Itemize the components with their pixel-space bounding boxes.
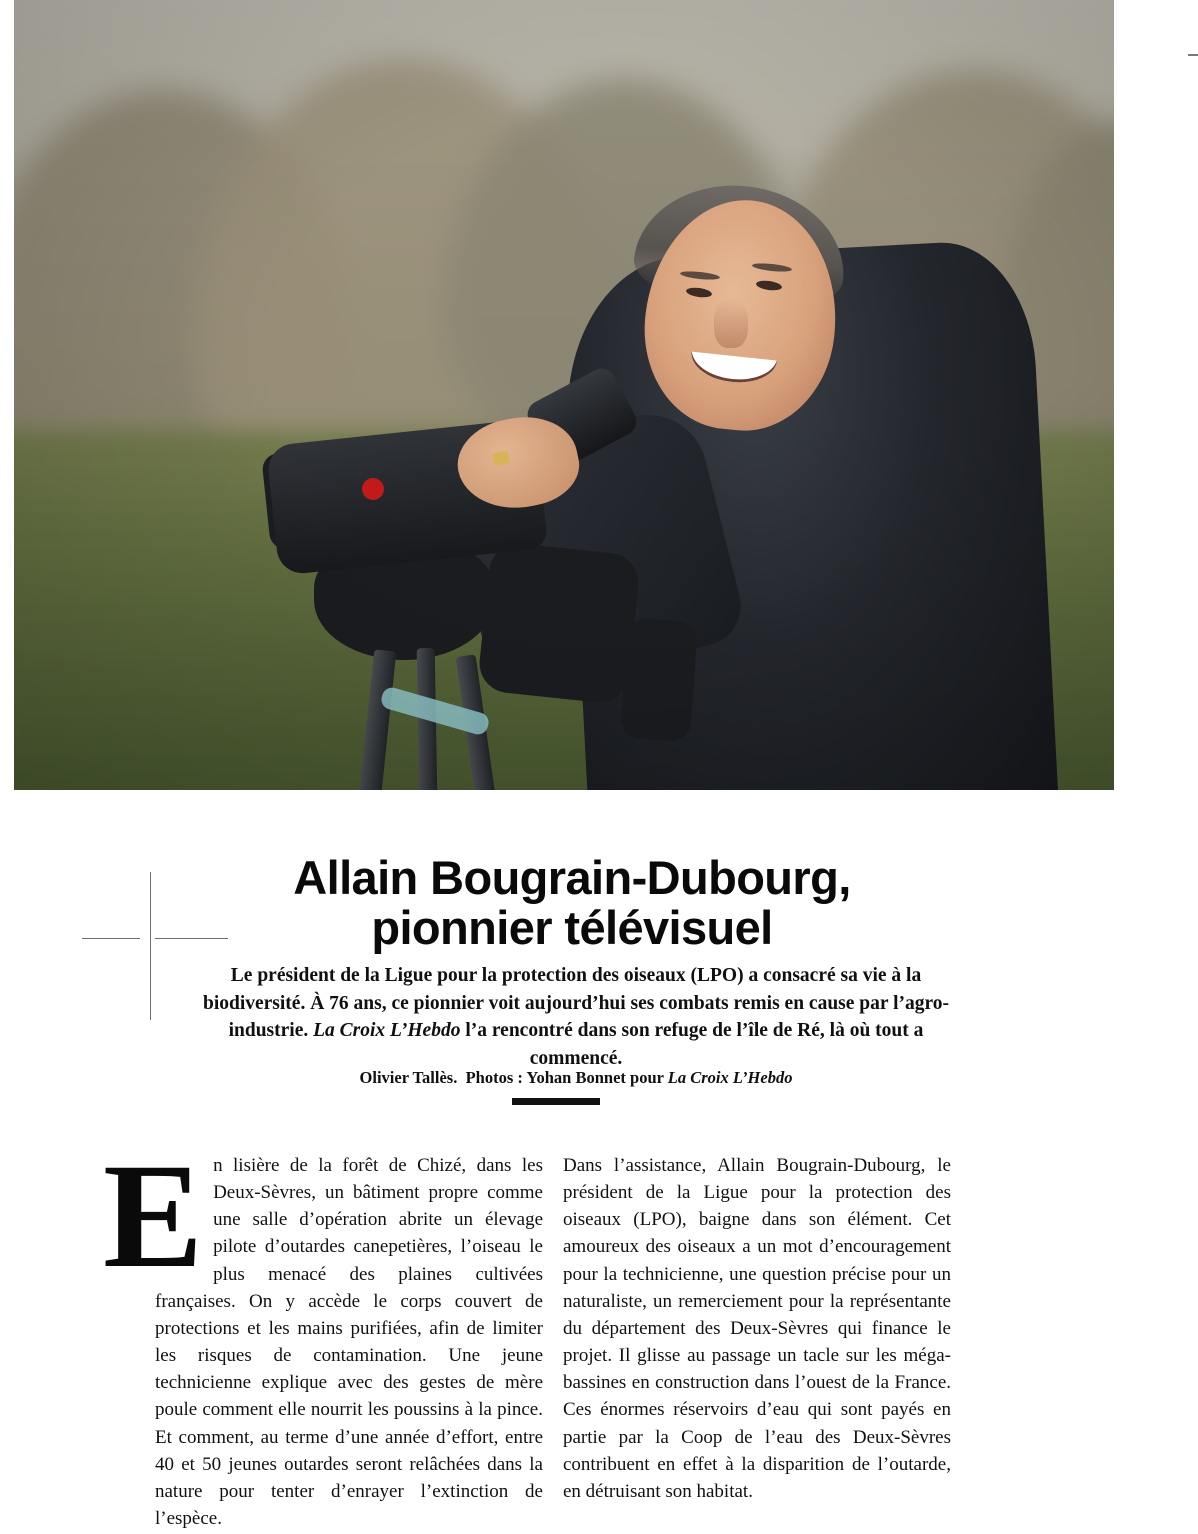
byline-accent-bar bbox=[512, 1098, 600, 1105]
standfirst-publication-name: La Croix L’Hebdo bbox=[313, 1020, 461, 1042]
standfirst-part-2: l’a rencontré dans son refuge de l’île de Ré, là où tout a commencé. bbox=[460, 1020, 924, 1070]
page-edge-mark bbox=[1188, 54, 1198, 56]
body-column-right bbox=[563, 1152, 951, 1505]
article-hero-photo bbox=[14, 0, 1114, 790]
byline-author: Olivier Tallès. bbox=[359, 1068, 458, 1087]
article-standfirst bbox=[196, 962, 956, 1073]
drop-cap: E bbox=[103, 1133, 204, 1299]
vertical-rule bbox=[150, 872, 151, 1020]
article-byline bbox=[196, 1068, 956, 1088]
headline-line-2: pionnier télévisuel bbox=[371, 901, 773, 955]
body-paragraph-right: Dans l’assistance, Allain Bougrain-Dubourg, le président de la Ligue pour la protection des oiseaux (LPO), baigne dans son élément. Cet amoureux des oiseaux a un mot d’encouragement pour la technicienne, une question précise pour un naturaliste, un remerciement pour la représentante du département des Deux-Sèvres qui finance le projet. Il glisse au passage un tacle sur les méga-bassines en construction dans l’ouest de la France. Ces énormes réservoirs d’eau qui sont payés en partie par la Coop de l’eau des Deux-Sèvres contribuent en effet à la disparition de l’outarde, en détruisant son habitat. bbox=[563, 1155, 951, 1502]
headline-line-1: Allain Bougrain-Dubourg, bbox=[293, 851, 851, 905]
horizontal-rule-left bbox=[82, 938, 140, 939]
byline-publication-name: La Croix L’Hebdo bbox=[667, 1068, 793, 1087]
photo-vignette bbox=[14, 0, 1114, 790]
byline-photos-label: Photos : Yohan Bonnet pour bbox=[465, 1068, 668, 1087]
body-column-left bbox=[103, 1133, 543, 1532]
body-paragraph-left: n lisière de la forêt de Chizé, dans les Deux-Sèvres, un bâtiment propre comme une salle d’opération abrite un élevage pilote d’outardes canepetières, l’oiseau le plus menacé des plaines cultivées françaises. On y accède le corps couvert de protections et les mains purifiées, afin de limiter les risques de contamination. Une jeune technicienne explique avec des gestes de mère poule comment elle nourrit les poussins à la pince. Et comment, au terme d’une année d’effort, entre 40 et 50 jeunes outardes seront relâchées dans la nature pour tenter d’enrayer l’extinction de l’espèce. bbox=[155, 1155, 543, 1530]
page-title bbox=[180, 853, 964, 953]
standfirst-part-1: Le président de la Ligue pour la protection des oiseaux (LPO) a consacré sa vie à la biodiversité. À 76 ans, ce pionnier voit aujourd’hui ses combats remis en cause par l’agro-industrie. bbox=[202, 965, 950, 1042]
